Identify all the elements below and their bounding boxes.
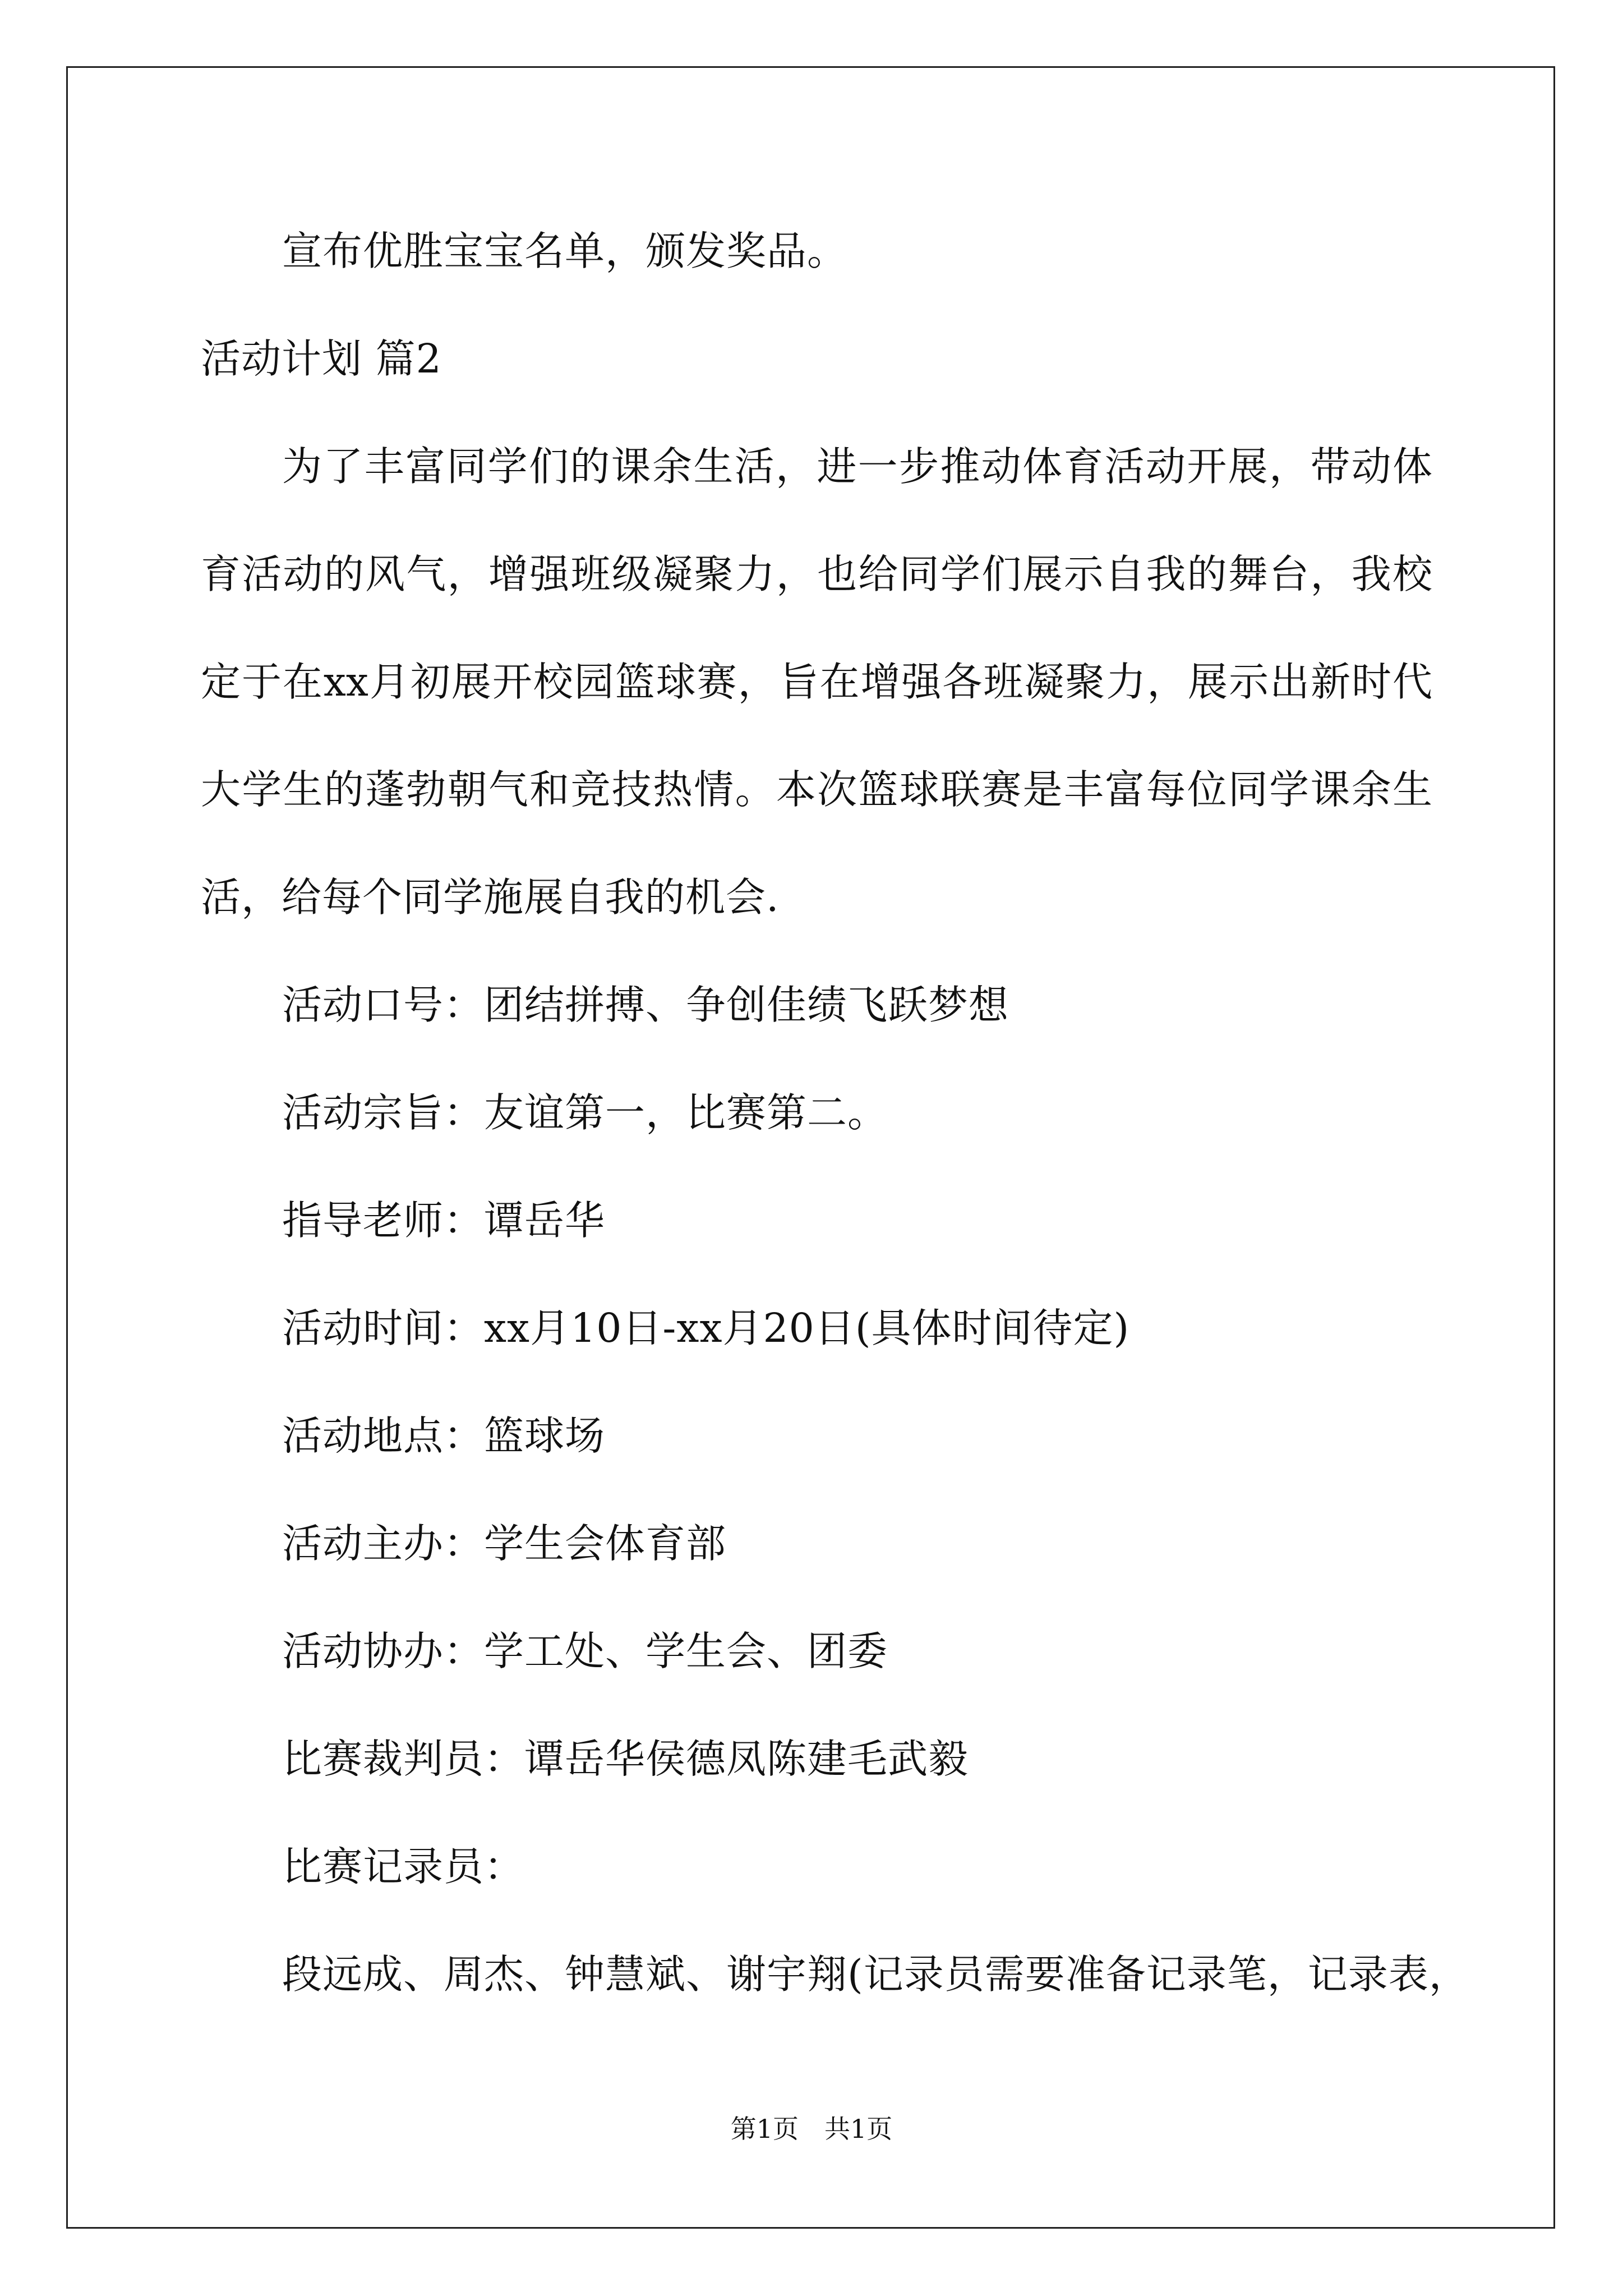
intro-line: 定于在xx月初展开校园篮球赛，旨在增强各班凝聚力，展示出新时代 <box>201 659 1432 705</box>
activity-purpose: 活动宗旨：友谊第一，比赛第二。 <box>282 1089 888 1136</box>
recorders-list: 段远成、周杰、钟慧斌、谢宇翔(记录员需要准备记录笔，记录表， <box>282 1951 1469 1998</box>
intro-line: 育活动的风气，增强班级凝聚力，也给同学们展示自我的舞台，我校 <box>201 551 1432 597</box>
intro-line: 为了丰富同学们的课余生活，进一步推动体育活动开展，带动体 <box>282 443 1432 490</box>
paragraph-award: 宣布优胜宝宝名单，颁发奖品。 <box>282 228 848 274</box>
intro-line: 大学生的蓬勃朝气和竞技热情。本次篮球联赛是丰富每位同学课余生 <box>201 766 1432 813</box>
intro-line: 活，给每个同学施展自我的机会. <box>201 874 780 921</box>
recorders-label: 比赛记录员： <box>282 1843 525 1890</box>
page-number: 第1页 共1页 <box>730 2114 893 2144</box>
section-heading: 活动计划 篇2 <box>201 335 442 382</box>
page-border <box>66 66 1555 2229</box>
activity-time: 活动时间：xx月10日-xx月20日(具体时间待定) <box>282 1305 1130 1351</box>
referees: 比赛裁判员：谭岳华侯德凤陈建毛武毅 <box>282 1736 969 1782</box>
instructor: 指导老师：谭岳华 <box>282 1197 606 1244</box>
activity-organizer: 活动主办：学生会体育部 <box>282 1520 727 1567</box>
activity-location: 活动地点：篮球场 <box>282 1412 606 1459</box>
activity-co-organizer: 活动协办：学工处、学生会、团委 <box>282 1628 888 1674</box>
activity-slogan: 活动口号：团结拼搏、争创佳绩飞跃梦想 <box>282 982 1009 1028</box>
